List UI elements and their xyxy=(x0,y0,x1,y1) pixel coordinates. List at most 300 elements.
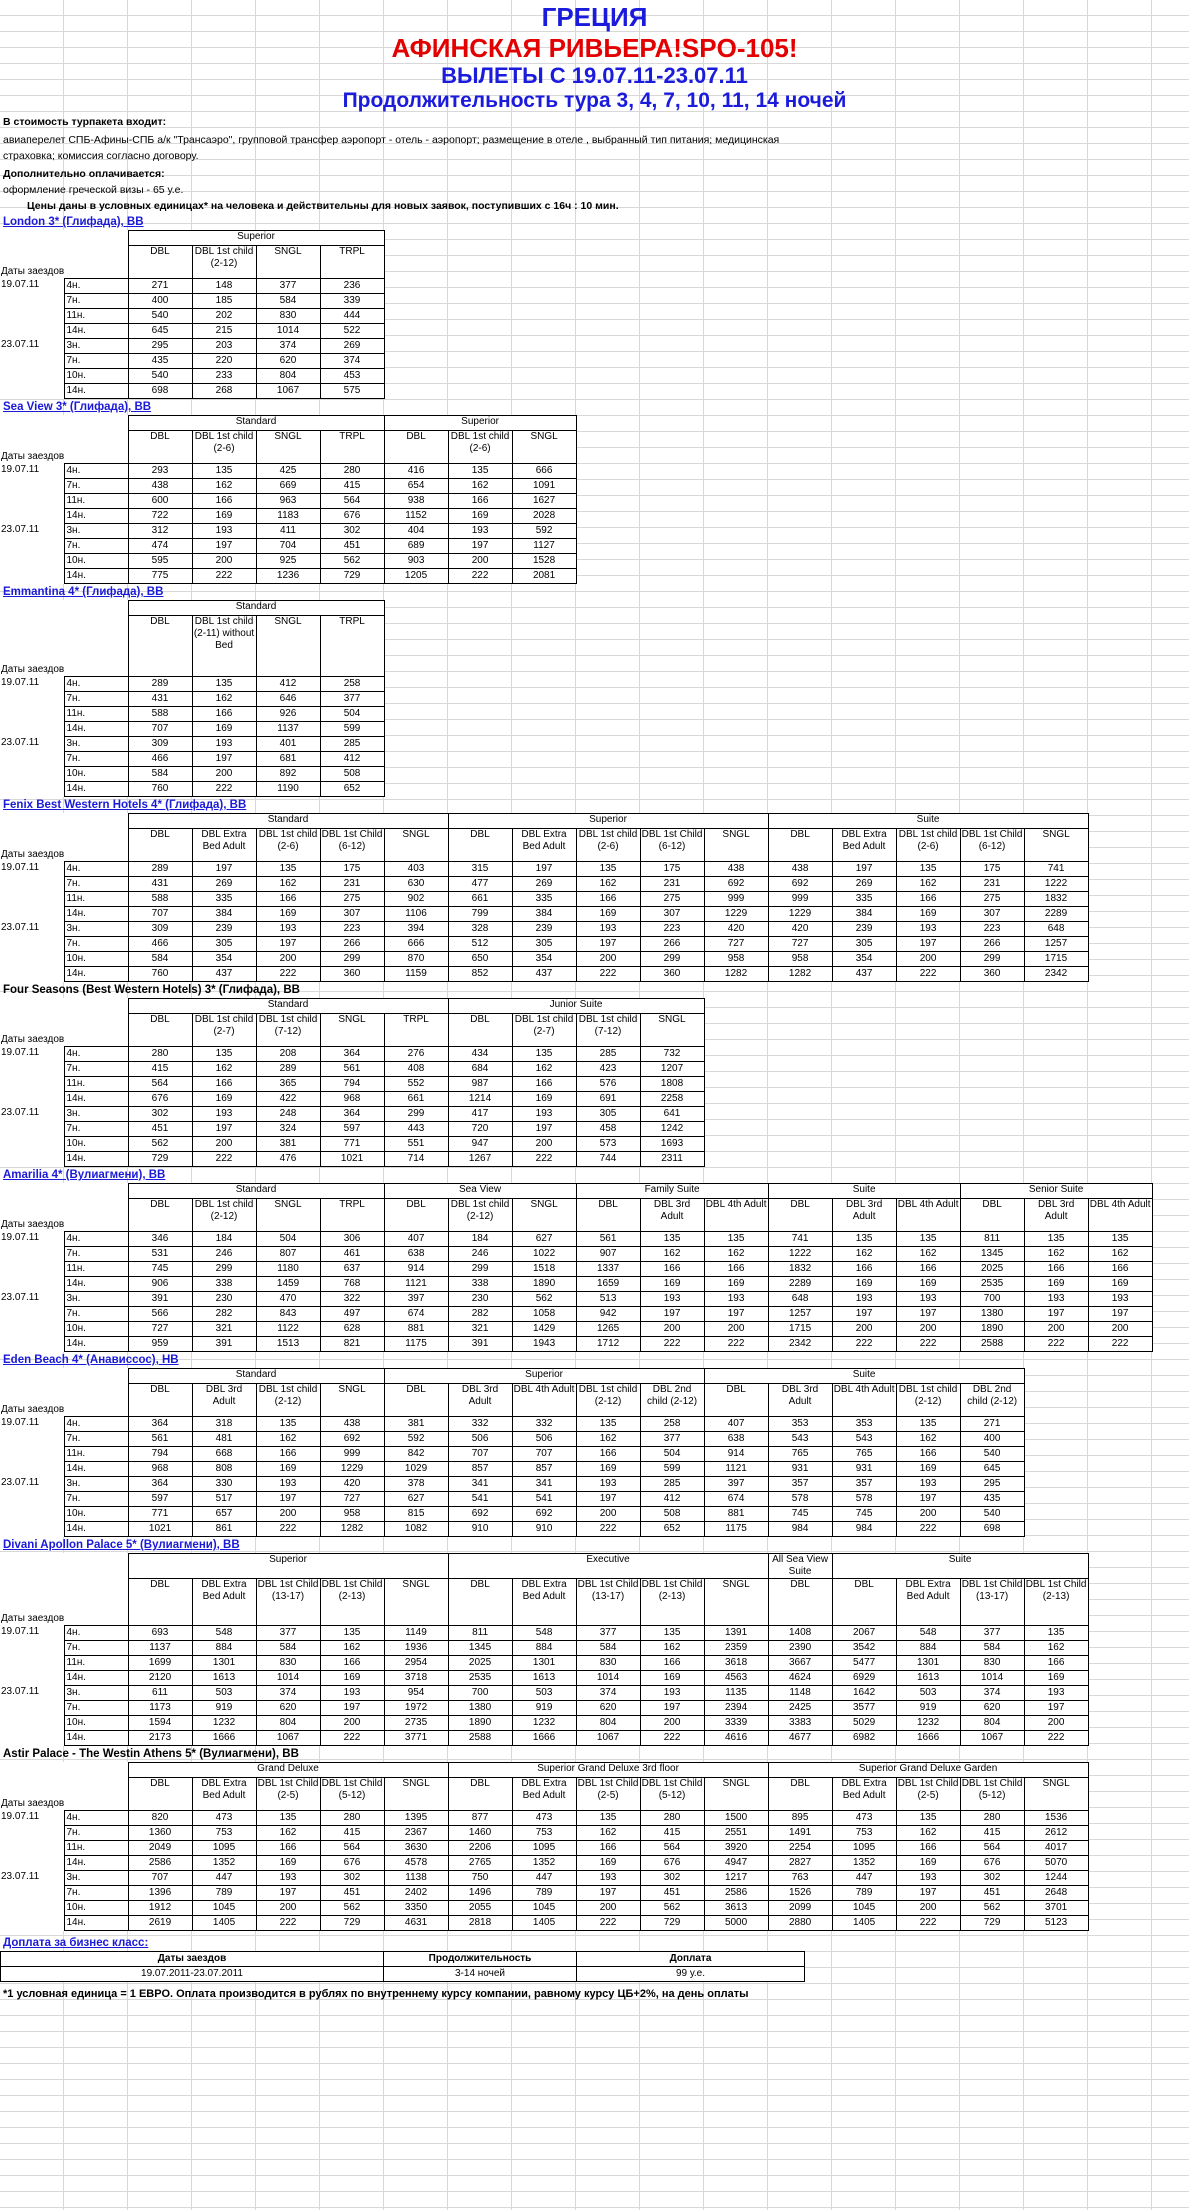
price-cell: 646 xyxy=(256,692,320,707)
price-cell: 804 xyxy=(576,1716,640,1731)
hotel-name[interactable]: Sea View 3* (Глифада), BB xyxy=(3,401,152,414)
price-cell: 1265 xyxy=(576,1322,640,1337)
price-cell: 620 xyxy=(576,1701,640,1716)
price-cell: 453 xyxy=(320,369,384,384)
table-row xyxy=(0,1322,1152,1337)
nights-cell: 4н. xyxy=(64,1417,128,1432)
price-cell: 1014 xyxy=(256,324,320,339)
price-cell: 451 xyxy=(128,1122,192,1137)
table-row xyxy=(0,1122,704,1137)
price-cell: 548 xyxy=(192,1626,256,1641)
column-header: DBL 3rd Adult xyxy=(192,1384,256,1417)
nights-cell: 11н. xyxy=(64,309,128,324)
price-cell: 415 xyxy=(960,1826,1024,1841)
price-cell: 302 xyxy=(320,1871,384,1886)
price-cell: 185 xyxy=(192,294,256,309)
price-cell: 275 xyxy=(320,892,384,907)
column-header: DBL xyxy=(832,1579,896,1626)
price-cell: 1021 xyxy=(320,1152,384,1167)
price-cell: 2818 xyxy=(448,1916,512,1931)
price-table xyxy=(0,230,385,399)
nights-cell: 14н. xyxy=(64,509,128,524)
price-cell: 200 xyxy=(192,1137,256,1152)
column-header: DBL Extra Bed Adult xyxy=(832,829,896,862)
price-cell: 645 xyxy=(960,1462,1024,1477)
hotel-name[interactable]: Emmantina 4* (Глифада), BB xyxy=(3,586,164,599)
price-cell: 1257 xyxy=(1024,937,1088,952)
price-cell: 384 xyxy=(512,907,576,922)
price-cell: 330 xyxy=(192,1477,256,1492)
price-cell: 1021 xyxy=(128,1522,192,1537)
price-cell: 374 xyxy=(576,1686,640,1701)
price-cell: 166 xyxy=(896,892,960,907)
price-cell: 1526 xyxy=(768,1886,832,1901)
price-cell: 564 xyxy=(320,494,384,509)
price-cell: 1832 xyxy=(768,1262,832,1277)
column-header: DBL 1st child (2-12) xyxy=(448,1199,512,1232)
nights-cell: 7н. xyxy=(64,1826,128,1841)
price-cell: 166 xyxy=(256,1447,320,1462)
price-cell: 2586 xyxy=(128,1856,192,1871)
price-cell: 1352 xyxy=(512,1856,576,1871)
arrival-date: 23.07.11 xyxy=(1,1685,40,1697)
nights-cell: 3н. xyxy=(64,339,128,354)
price-cell: 584 xyxy=(256,294,320,309)
hotel-name[interactable]: Divani Apollon Palace 5* (Вулиагмени), BB xyxy=(3,1539,240,1552)
price-cell: 415 xyxy=(320,479,384,494)
table-row xyxy=(0,464,576,479)
price-cell: 720 xyxy=(448,1122,512,1137)
price-cell: 162 xyxy=(896,1247,960,1262)
price-cell: 3618 xyxy=(704,1656,768,1671)
price-cell: 166 xyxy=(640,1262,704,1277)
price-cell: 200 xyxy=(512,1137,576,1152)
price-cell: 1014 xyxy=(960,1671,1024,1686)
price-cell: 1232 xyxy=(512,1716,576,1731)
table-row xyxy=(0,494,576,509)
room-category: Superior xyxy=(448,814,768,829)
price-cell: 999 xyxy=(768,892,832,907)
price-cell: 1715 xyxy=(768,1322,832,1337)
nights-cell: 7н. xyxy=(64,1062,128,1077)
price-cell: 804 xyxy=(256,369,320,384)
price-cell: 312 xyxy=(128,524,192,539)
price-cell: 1257 xyxy=(768,1307,832,1322)
price-cell: 674 xyxy=(384,1307,448,1322)
price-cell: 231 xyxy=(960,877,1024,892)
price-cell: 1715 xyxy=(1024,952,1088,967)
price-cell: 584 xyxy=(576,1641,640,1656)
price-cell: 162 xyxy=(256,1432,320,1447)
price-cell: 223 xyxy=(960,922,1024,937)
business-table xyxy=(0,1951,805,1982)
table-row xyxy=(0,1916,1088,1931)
nights-cell: 7н. xyxy=(64,877,128,892)
price-cell: 2954 xyxy=(384,1656,448,1671)
price-cell: 592 xyxy=(384,1432,448,1447)
price-cell: 1207 xyxy=(640,1062,704,1077)
price-cell: 335 xyxy=(512,892,576,907)
price-cell: 415 xyxy=(128,1062,192,1077)
column-header: DBL 1st Child (6-12) xyxy=(640,829,704,862)
price-cell: 1890 xyxy=(448,1716,512,1731)
price-cell: 280 xyxy=(640,1811,704,1826)
price-cell: 584 xyxy=(128,952,192,967)
price-cell: 1014 xyxy=(576,1671,640,1686)
price-cell: 668 xyxy=(192,1447,256,1462)
price-cell: 193 xyxy=(640,1292,704,1307)
price-cell: 269 xyxy=(192,877,256,892)
table-row xyxy=(0,677,384,692)
column-header: DBL xyxy=(128,829,192,862)
column-header: DBL 1st Child (5-12) xyxy=(960,1778,1024,1811)
price-cell: 3339 xyxy=(704,1716,768,1731)
price-cell: 280 xyxy=(960,1811,1024,1826)
price-cell: 504 xyxy=(640,1447,704,1462)
price-cell: 1345 xyxy=(960,1247,1024,1262)
price-cell: 166 xyxy=(448,494,512,509)
hotel-section xyxy=(0,584,1189,797)
price-cell: 166 xyxy=(192,1077,256,1092)
price-cell: 166 xyxy=(192,707,256,722)
price-cell: 1067 xyxy=(256,1731,320,1746)
price-cell: 564 xyxy=(128,1077,192,1092)
price-cell: 231 xyxy=(640,877,704,892)
price-cell: 135 xyxy=(576,862,640,877)
price-cell: 727 xyxy=(704,937,768,952)
nights-cell: 14н. xyxy=(64,324,128,339)
column-header: DBL xyxy=(768,829,832,862)
price-cell: 357 xyxy=(832,1477,896,1492)
nights-cell: 14н. xyxy=(64,1462,128,1477)
column-header: SNGL xyxy=(640,1014,704,1047)
nights-cell: 14н. xyxy=(64,1731,128,1746)
price-cell: 513 xyxy=(576,1292,640,1307)
price-cell: 166 xyxy=(832,1262,896,1277)
price-cell: 135 xyxy=(576,1417,640,1432)
price-cell: 269 xyxy=(832,877,896,892)
price-cell: 135 xyxy=(256,862,320,877)
column-header: DBL 1st child (2-7) xyxy=(192,1014,256,1047)
tour-info xyxy=(0,114,1189,214)
nights-cell: 7н. xyxy=(64,1886,128,1901)
price-cell: 1045 xyxy=(192,1901,256,1916)
price-cell: 1183 xyxy=(256,509,320,524)
price-cell: 689 xyxy=(384,539,448,554)
price-cell: 321 xyxy=(192,1322,256,1337)
price-cell: 135 xyxy=(1024,1232,1088,1247)
hotel-name: Astir Palace - The Westin Athens 5* (Вулиагмени), BB xyxy=(3,1748,299,1761)
column-header: DBL xyxy=(448,1014,512,1047)
price-cell: 162 xyxy=(192,479,256,494)
nights-cell: 3н. xyxy=(64,737,128,752)
price-cell: 162 xyxy=(832,1247,896,1262)
price-cell: 919 xyxy=(192,1701,256,1716)
price-cell: 423 xyxy=(576,1062,640,1077)
price-cell: 681 xyxy=(256,752,320,767)
price-cell: 473 xyxy=(832,1811,896,1826)
price-cell: 674 xyxy=(704,1492,768,1507)
price-cell: 1045 xyxy=(832,1901,896,1916)
column-header: DBL 1st Child (13-17) xyxy=(960,1579,1024,1626)
price-cell: 497 xyxy=(320,1307,384,1322)
column-header: SNGL xyxy=(320,1014,384,1047)
price-cell: 166 xyxy=(576,1447,640,1462)
hotel-name[interactable]: Fenix Best Western Hotels 4* (Глифада), BB xyxy=(3,799,247,812)
price-cell: 599 xyxy=(640,1462,704,1477)
price-cell: 197 xyxy=(256,937,320,952)
price-cell: 5029 xyxy=(832,1716,896,1731)
price-cell: 276 xyxy=(384,1047,448,1062)
price-cell: 789 xyxy=(512,1886,576,1901)
arrival-date: 19.07.11 xyxy=(1,1810,40,1822)
table-row xyxy=(0,1432,1024,1447)
price-cell: 576 xyxy=(576,1077,640,1092)
price-cell: 447 xyxy=(192,1871,256,1886)
price-cell: 338 xyxy=(448,1277,512,1292)
price-cell: 1301 xyxy=(512,1656,576,1671)
price-cell: 193 xyxy=(576,1871,640,1886)
price-cell: 162 xyxy=(576,877,640,892)
column-header: DBL 3rd Adult xyxy=(832,1199,896,1232)
price-cell: 611 xyxy=(128,1686,192,1701)
includes-title: В стоимость турпакета входит: xyxy=(3,116,167,129)
price-cell: 620 xyxy=(960,1701,1024,1716)
column-header: DBL xyxy=(128,1199,192,1232)
table-row xyxy=(0,1522,1024,1537)
price-cell: 193 xyxy=(704,1292,768,1307)
price-cell: 1936 xyxy=(384,1641,448,1656)
price-cell: 299 xyxy=(320,952,384,967)
price-cell: 381 xyxy=(256,1137,320,1152)
price-cell: 3920 xyxy=(704,1841,768,1856)
price-cell: 285 xyxy=(640,1477,704,1492)
price-cell: 638 xyxy=(384,1247,448,1262)
dates-label: Даты заездов xyxy=(1,1798,65,1810)
price-cell: 302 xyxy=(320,524,384,539)
price-cell: 984 xyxy=(768,1522,832,1537)
price-cell: 135 xyxy=(640,1626,704,1641)
price-cell: 222 xyxy=(896,1522,960,1537)
dates-label: Даты заездов xyxy=(1,1219,65,1231)
price-cell: 3718 xyxy=(384,1671,448,1686)
price-cell: 4616 xyxy=(704,1731,768,1746)
price-cell: 266 xyxy=(320,937,384,952)
price-cell: 3701 xyxy=(1024,1901,1088,1916)
column-header: DBL xyxy=(960,1199,1024,1232)
price-cell: 789 xyxy=(832,1886,896,1901)
price-cell: 391 xyxy=(448,1337,512,1352)
hotel-name: Four Seasons (Best Western Hotels) 3* (Глифада), BB xyxy=(3,984,300,997)
price-cell: 1460 xyxy=(448,1826,512,1841)
price-cell: 197 xyxy=(576,1492,640,1507)
column-header: SNGL xyxy=(1024,829,1088,862)
page-header xyxy=(0,0,1189,114)
price-cell: 1712 xyxy=(576,1337,640,1352)
price-cell: 285 xyxy=(576,1047,640,1062)
price-cell: 2206 xyxy=(448,1841,512,1856)
price-cell: 1337 xyxy=(576,1262,640,1277)
hotel-section xyxy=(0,399,1189,584)
price-cell: 377 xyxy=(640,1432,704,1447)
price-cell: 627 xyxy=(512,1232,576,1247)
price-cell: 1666 xyxy=(896,1731,960,1746)
price-cell: 305 xyxy=(832,937,896,952)
price-cell: 307 xyxy=(960,907,1024,922)
price-cell: 1217 xyxy=(704,1871,768,1886)
price-cell: 1067 xyxy=(576,1731,640,1746)
hotel-name[interactable]: London 3* (Глифада), BB xyxy=(3,216,144,229)
price-cell: 193 xyxy=(256,1477,320,1492)
price-cell: 197 xyxy=(448,539,512,554)
price-cell: 397 xyxy=(384,1292,448,1307)
price-cell: 3350 xyxy=(384,1901,448,1916)
column-header: DBL 3rd Adult xyxy=(448,1384,512,1417)
spo-title: АФИНСКАЯ РИВЬЕРА!SPO-105! xyxy=(391,32,798,63)
price-cell: 377 xyxy=(256,279,320,294)
column-header: DBL 1st Child (2-5) xyxy=(256,1778,320,1811)
price-cell: 1345 xyxy=(448,1641,512,1656)
price-cell: 1536 xyxy=(1024,1811,1088,1826)
price-cell: 958 xyxy=(768,952,832,967)
arrival-date: 19.07.11 xyxy=(1,1046,40,1058)
price-cell: 729 xyxy=(640,1916,704,1931)
price-cell: 162 xyxy=(896,1826,960,1841)
price-cell: 573 xyxy=(576,1137,640,1152)
price-cell: 269 xyxy=(512,877,576,892)
hotel-name[interactable]: Amarilia 4* (Вулиагмени), BB xyxy=(3,1169,166,1182)
price-cell: 135 xyxy=(192,1047,256,1062)
price-cell: 1613 xyxy=(192,1671,256,1686)
nights-cell: 7н. xyxy=(64,752,128,767)
price-cell: 169 xyxy=(320,1671,384,1686)
price-cell: 741 xyxy=(1024,862,1088,877)
price-cell: 197 xyxy=(576,937,640,952)
price-cell: 1594 xyxy=(128,1716,192,1731)
price-cell: 2425 xyxy=(768,1701,832,1716)
price-cell: 562 xyxy=(128,1137,192,1152)
price-cell: 166 xyxy=(896,1262,960,1277)
price-table xyxy=(0,1368,1025,1537)
nights-cell: 14н. xyxy=(64,1522,128,1537)
price-cell: 627 xyxy=(384,1492,448,1507)
price-table xyxy=(0,998,705,1167)
table-row xyxy=(0,1811,1088,1826)
price-cell: 438 xyxy=(704,862,768,877)
price-cell: 451 xyxy=(320,539,384,554)
price-cell: 239 xyxy=(832,922,896,937)
column-header: DBL 4th Adult xyxy=(896,1199,960,1232)
price-cell: 595 xyxy=(128,554,192,569)
price-cell: 258 xyxy=(320,677,384,692)
price-cell: 1282 xyxy=(320,1522,384,1537)
price-cell: 299 xyxy=(960,952,1024,967)
price-cell: 193 xyxy=(192,524,256,539)
table-row xyxy=(0,1292,1152,1307)
price-cell: 807 xyxy=(256,1247,320,1262)
price-cell: 700 xyxy=(448,1686,512,1701)
nights-cell: 14н. xyxy=(64,1337,128,1352)
price-cell: 461 xyxy=(320,1247,384,1262)
price-cell: 729 xyxy=(320,1916,384,1931)
price-cell: 938 xyxy=(384,494,448,509)
price-cell: 135 xyxy=(896,1232,960,1247)
column-header: DBL 1st child (2-6) xyxy=(576,829,640,862)
hotel-name[interactable]: Eden Beach 4* (Анависсос), HB xyxy=(3,1354,179,1367)
price-cell: 562 xyxy=(512,1292,576,1307)
price-cell: 166 xyxy=(1024,1262,1088,1277)
price-cell: 391 xyxy=(192,1337,256,1352)
price-cell: 200 xyxy=(640,1322,704,1337)
price-cell: 374 xyxy=(960,1686,1024,1701)
price-cell: 437 xyxy=(192,967,256,982)
price-cell: 2367 xyxy=(384,1826,448,1841)
price-cell: 892 xyxy=(256,767,320,782)
price-cell: 931 xyxy=(832,1462,896,1477)
price-cell: 2402 xyxy=(384,1886,448,1901)
price-cell: 431 xyxy=(128,877,192,892)
price-cell: 648 xyxy=(1024,922,1088,937)
price-cell: 562 xyxy=(320,554,384,569)
price-cell: 473 xyxy=(192,1811,256,1826)
price-cell: 657 xyxy=(192,1507,256,1522)
price-cell: 169 xyxy=(896,907,960,922)
price-cell: 222 xyxy=(320,1731,384,1746)
nights-cell: 10н. xyxy=(64,1507,128,1522)
business-col-duration: Продолжительность xyxy=(384,1952,577,1967)
price-cell: 166 xyxy=(192,494,256,509)
price-cell: 1666 xyxy=(512,1731,576,1746)
column-header: DBL 1st child (7-12) xyxy=(576,1014,640,1047)
price-cell: 166 xyxy=(704,1262,768,1277)
price-cell: 1152 xyxy=(384,509,448,524)
price-cell: 271 xyxy=(128,279,192,294)
price-cell: 2765 xyxy=(448,1856,512,1871)
price-cell: 193 xyxy=(448,524,512,539)
price-cell: 321 xyxy=(448,1322,512,1337)
price-cell: 693 xyxy=(128,1626,192,1641)
price-cell: 1666 xyxy=(192,1731,256,1746)
dates-label: Даты заездов xyxy=(1,849,65,861)
price-cell: 222 xyxy=(192,569,256,584)
price-table xyxy=(0,1762,1089,1931)
price-cell: 169 xyxy=(640,1277,704,1292)
price-cell: 403 xyxy=(384,862,448,877)
price-cell: 166 xyxy=(576,892,640,907)
price-cell: 148 xyxy=(192,279,256,294)
price-cell: 3577 xyxy=(832,1701,896,1716)
price-cell: 910 xyxy=(512,1522,576,1537)
price-cell: 2390 xyxy=(768,1641,832,1656)
column-header: DBL xyxy=(384,1199,448,1232)
table-row xyxy=(0,1047,704,1062)
price-cell: 1518 xyxy=(512,1262,576,1277)
price-cell: 231 xyxy=(320,877,384,892)
price-cell: 2067 xyxy=(832,1626,896,1641)
price-cell: 246 xyxy=(448,1247,512,1262)
arrival-date: 19.07.11 xyxy=(1,1416,40,1428)
arrival-date: 19.07.11 xyxy=(1,1625,40,1637)
price-cell: 1058 xyxy=(512,1307,576,1322)
room-category: Superior xyxy=(128,231,384,246)
column-header: SNGL xyxy=(384,1579,448,1626)
price-cell: 843 xyxy=(256,1307,320,1322)
price-cell: 2342 xyxy=(1024,967,1088,982)
price-cell: 280 xyxy=(320,1811,384,1826)
price-cell: 1091 xyxy=(512,479,576,494)
column-header: DBL Extra Bed Adult xyxy=(512,1778,576,1811)
price-cell: 2588 xyxy=(960,1337,1024,1352)
